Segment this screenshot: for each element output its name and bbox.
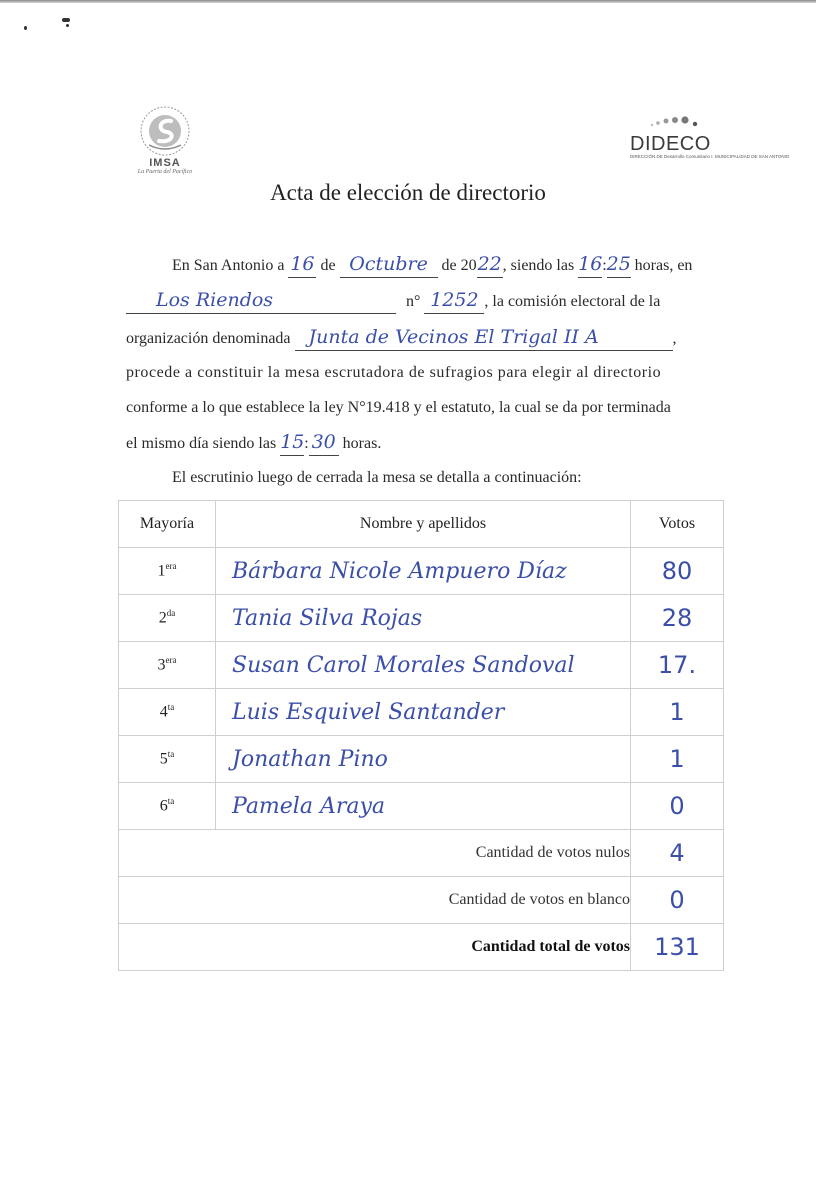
municipal-seal-icon <box>137 105 193 157</box>
rank-cell: $3^{era}$ <box>119 642 216 689</box>
header-majority: Mayoría <box>119 501 216 548</box>
candidate-name: Bárbara Nicole Ampuero Díaz <box>216 548 631 595</box>
table-row <box>119 548 724 595</box>
candidate-votes: 80 <box>631 548 724 595</box>
end-hour-field: 15 <box>280 431 304 456</box>
candidate-votes: 1 <box>631 689 724 736</box>
candidate-name: Jonathan Pino <box>216 736 631 783</box>
dideco-logo <box>630 115 790 159</box>
candidate-votes: 1 <box>631 736 724 783</box>
candidate-name: Susan Carol Morales Sandoval <box>216 642 631 689</box>
candidate-votes: 0 <box>631 783 724 830</box>
candidate-name: Luis Esquivel Santander <box>216 689 631 736</box>
year-field: 22 <box>477 253 503 278</box>
intro-line-1: En San Antonio a 16 de Octubre de 2022, siendo las 16:25 horas, en <box>172 253 692 278</box>
dideco-tagline: DIRECCIÓN DE Desarrollo Comunitario I. MUNICIPALIDAD DE SAN ANTONIO <box>630 154 790 159</box>
intro-line-6: el mismo día siendo las 15: 30 horas. <box>126 431 381 456</box>
place-field: Los Riendos <box>126 289 396 314</box>
null-votes-value: 4 <box>631 830 724 877</box>
table-row <box>119 783 724 830</box>
candidate-name: Pamela Araya <box>216 783 631 830</box>
table-header-row <box>119 501 724 548</box>
null-votes-label: Cantidad de votos nulos <box>119 830 631 877</box>
table-row <box>119 736 724 783</box>
dots-icon <box>648 115 698 129</box>
candidate-votes: 17. <box>631 642 724 689</box>
intro-line-3: organización denominada Junta de Vecinos El Trigal II A , <box>126 326 677 351</box>
intro-line-7: El escrutinio luego de cerrada la mesa se detalla a continuación: <box>172 469 582 486</box>
dideco-brand: DIDECO <box>630 133 711 155</box>
table-row <box>119 642 724 689</box>
rank-cell: $1^{era}$ <box>119 548 216 595</box>
day-field: 16 <box>288 253 316 278</box>
rank-cell: $6^{ta}$ <box>119 783 216 830</box>
imsa-brand: IMSA <box>149 157 181 169</box>
imsa-tagline: La Puerta del Pacífico <box>137 169 193 175</box>
document-title: Acta de elección de directorio <box>270 180 546 205</box>
table-row <box>119 689 724 736</box>
header-name: Nombre y apellidos <box>216 501 631 548</box>
header-votes: Votos <box>631 501 724 548</box>
null-votes-row <box>119 830 724 877</box>
rank-cell: $2^{da}$ <box>119 595 216 642</box>
blank-votes-row <box>119 877 724 924</box>
results-table <box>118 500 724 971</box>
blank-votes-label: Cantidad de votos en blanco <box>119 877 631 924</box>
total-votes-row <box>119 924 724 971</box>
page-top-edge <box>0 0 816 3</box>
rank-cell: $4^{ta}$ <box>119 689 216 736</box>
intro-line-5: conforme a lo que establece la ley N°19.418 y el estatuto, la cual se da por terminada <box>126 399 671 416</box>
imsa-logo <box>120 105 210 175</box>
month-field: Octubre <box>340 253 438 278</box>
hour-field: 16 <box>578 253 602 278</box>
intro-line-2: Los Riendos n° 1252 , la comisión electoral de la <box>126 289 660 314</box>
intro-line-4: procede a constituir la mesa escrutadora de sufragios para elegir al directorio <box>126 364 662 381</box>
blank-votes-value: 0 <box>631 877 724 924</box>
total-votes-value: 131 <box>631 924 724 971</box>
rank-cell: $5^{ta}$ <box>119 736 216 783</box>
minute-field: 25 <box>607 253 631 278</box>
candidate-name: Tania Silva Rojas <box>216 595 631 642</box>
candidate-votes: 28 <box>631 595 724 642</box>
table-row <box>119 595 724 642</box>
number-field: 1252 <box>424 289 484 314</box>
total-votes-label: Cantidad total de votos <box>119 924 631 971</box>
end-minute-field: 30 <box>309 431 339 456</box>
organization-field: Junta de Vecinos El Trigal II A <box>295 326 673 351</box>
